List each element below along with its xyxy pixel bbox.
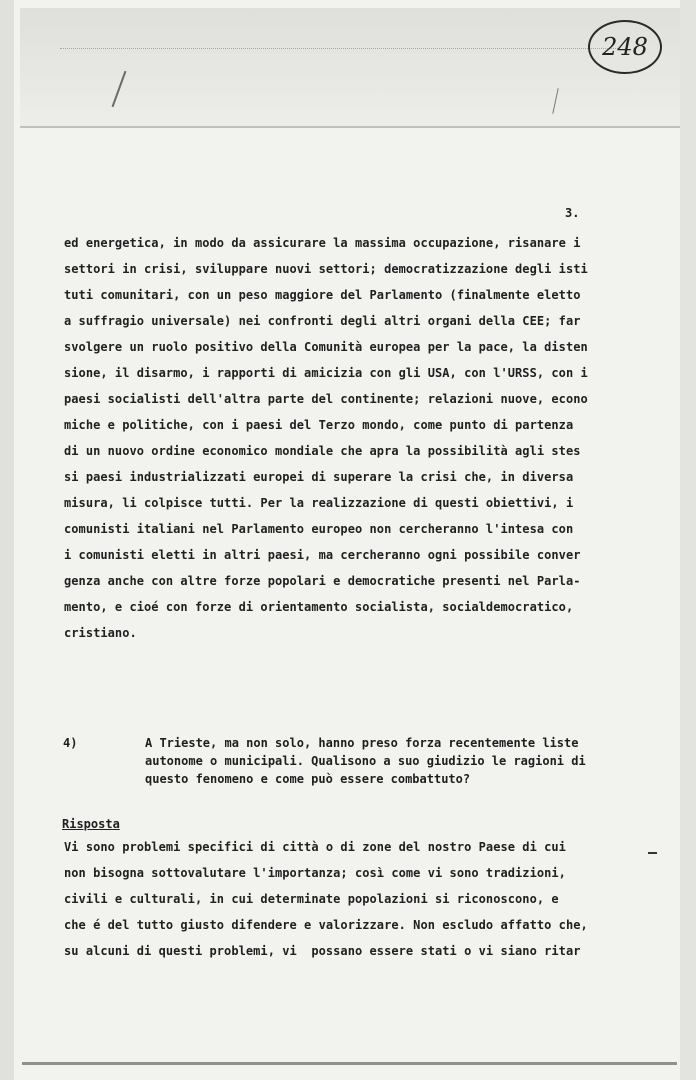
bottom-scan-rule [22, 1062, 677, 1065]
body-line: sione, il disarmo, i rapporti di amicizia con gli USA, con l'URSS, con i [64, 366, 588, 380]
body-line: paesi socialisti dell'altra parte del continente; relazioni nuove, econo [64, 392, 588, 406]
pen-mark [552, 88, 558, 114]
body-line: a suffragio universale) nei confronti degli altri organi della CEE; far [64, 314, 581, 328]
answer-heading: Risposta [62, 817, 120, 831]
body-line: comunisti italiani nel Parlamento europeo non cercheranno l'intesa con [64, 522, 574, 536]
body-line: misura, li colpisce tutti. Per la realizzazione di questi obiettivi, i [64, 496, 574, 510]
page-number: 3. [565, 206, 580, 220]
stamp-number: 248 [602, 33, 648, 61]
scanned-header-strip [20, 8, 680, 128]
body-line: miche e politiche, con i paesi del Terzo mondo, come punto di partenza [64, 418, 574, 432]
answer-line: che é del tutto giusto difendere e valorizzare. Non escludo affatto che, [64, 918, 588, 932]
question-number: 4) [63, 736, 78, 750]
margin-dash [648, 852, 657, 854]
body-line: i comunisti eletti in altri paesi, ma cercheranno ogni possibile conver [64, 548, 581, 562]
question-line: autonome o municipali. Qualisono a suo giudizio le ragioni di [145, 754, 586, 768]
body-line: settori in crisi, sviluppare nuovi settori; democratizzazione degli isti [64, 262, 588, 276]
archive-stamp [588, 20, 662, 74]
body-line: ed energetica, in modo da assicurare la massima occupazione, risanare i [64, 236, 581, 250]
body-line: tuti comunitari, con un peso maggiore del Parlamento (finalmente eletto [64, 288, 581, 302]
body-line: mento, e cioé con forze di orientamento socialista, socialdemocratico, [64, 600, 574, 614]
question-line: questo fenomeno e come può essere combattuto? [145, 772, 471, 786]
answer-line: su alcuni di questi problemi, vi possano essere stati o vi siano ritar [64, 944, 581, 958]
header-noise [60, 48, 620, 50]
scan-left-edge [0, 0, 14, 1080]
answer-line: Vi sono problemi specifici di città o di zone del nostro Paese di cui [64, 840, 566, 854]
body-line: genza anche con altre forze popolari e democratiche presenti nel Parla- [64, 574, 581, 588]
body-line: svolgere un ruolo positivo della Comunità europea per la pace, la disten [64, 340, 588, 354]
question-line: A Trieste, ma non solo, hanno preso forza recentemente liste [145, 736, 579, 750]
answer-line: civili e culturali, in cui determinate popolazioni si riconoscono, e [64, 892, 559, 906]
body-line: di un nuovo ordine economico mondiale che apra la possibilità agli stes [64, 444, 581, 458]
answer-line: non bisogna sottovalutare l'importanza; così come vi sono tradizioni, [64, 866, 566, 880]
body-line: cristiano. [64, 626, 137, 640]
body-line: si paesi industrializzati europei di superare la crisi che, in diversa [64, 470, 574, 484]
scan-right-edge [680, 0, 696, 1080]
pen-mark [112, 71, 127, 107]
